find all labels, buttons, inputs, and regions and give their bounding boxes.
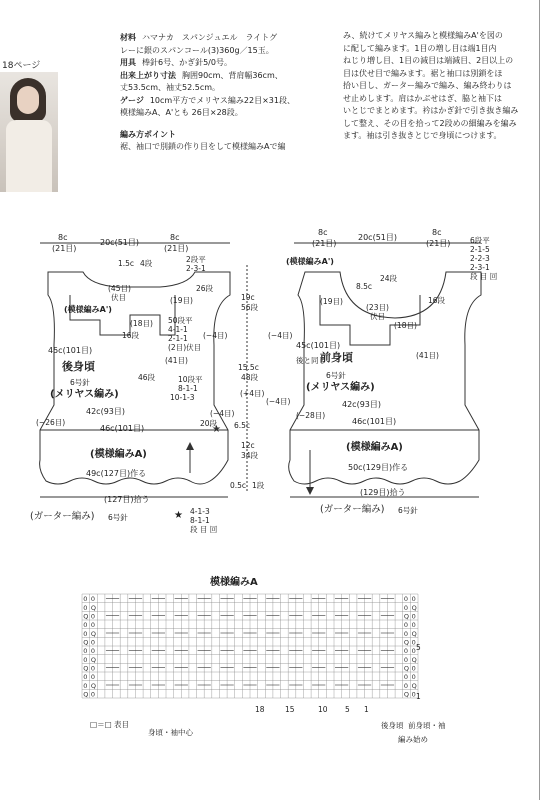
chart-edge-symbol: Q xyxy=(83,690,89,699)
front-top-right: 8c xyxy=(432,228,442,237)
back-neck-rows2: 4段 xyxy=(140,259,153,268)
chart-edge-symbol: 0 xyxy=(90,664,95,673)
back-dec-3: (2目)伏目 xyxy=(168,343,202,352)
back-top-mid: 20c(51目) xyxy=(100,238,139,247)
back-19-st: (19目) xyxy=(170,296,193,305)
front-pattern-a: (模様編みA) xyxy=(346,442,403,453)
chart-edge-symbol: 0 xyxy=(411,673,416,682)
chart-edge-symbol: 0 xyxy=(411,595,416,604)
chart-col-label: 10 xyxy=(318,705,328,714)
tools-value: 棒針6号、かぎ針5/0号。 xyxy=(142,58,232,67)
chart-edge-symbol: Q xyxy=(90,681,96,690)
star-mark: ★ xyxy=(212,424,221,435)
chart-edge-symbol: Q xyxy=(411,681,417,690)
chart-edge-symbol: 0 xyxy=(90,638,95,647)
back-top-left: 8c xyxy=(58,233,68,242)
chart-edge-symbol: Q xyxy=(83,638,89,647)
back-neck-rows: 1.5c xyxy=(118,259,135,268)
chart-edge-symbol: 0 xyxy=(403,629,409,638)
materials-block xyxy=(120,32,295,154)
pattern-chart-grid xyxy=(78,592,428,700)
back-top-left-st: (21目) xyxy=(52,244,77,253)
size-line1: 胸囲90cm、背肩幅36cm、 xyxy=(182,70,283,80)
center-1-row: 1段 xyxy=(252,481,265,490)
front-18-st: (18目) xyxy=(394,321,417,330)
chart-edge-symbol: 0 xyxy=(411,621,416,630)
chart-edge-symbol: Q xyxy=(90,629,96,638)
back-dec-2: 2-1-1 xyxy=(168,334,188,343)
garment-schematic xyxy=(0,225,540,525)
front-width-42: 42c(93目) xyxy=(342,400,381,409)
chart-edge-symbol: 0 xyxy=(83,603,88,612)
chart-col-label: 1 xyxy=(364,705,369,714)
chart-edge-symbol: Q xyxy=(403,690,410,699)
back-45-st: (45目) xyxy=(108,284,131,293)
chart-edge-symbol: 0 xyxy=(403,603,409,612)
chart-start-label: 編み始め xyxy=(398,735,428,744)
back-width-42: 42c(93目) xyxy=(86,407,125,416)
front-pattern-a-prime: (模様編みA') xyxy=(286,257,334,266)
back-41-st: (41目) xyxy=(165,356,188,365)
chart-edge-symbol: 0 xyxy=(83,655,88,664)
front-width-46: 46c(101目) xyxy=(352,417,397,426)
front-neck-rows4: 2-3-1 xyxy=(470,263,490,272)
back-top-right: 8c xyxy=(170,233,180,242)
chart-back-label: 後身頃 xyxy=(381,721,404,730)
back-width-127: (127目)拾う xyxy=(104,495,150,504)
gauge-label: ゲージ xyxy=(120,95,144,105)
chart-edge-symbol: 0 xyxy=(83,595,88,604)
back-stitch: (メリヤス編み) xyxy=(50,389,119,400)
points-line1: 裾、袖口で別鎖の作り目をして模様編みAで編 xyxy=(120,142,286,151)
chart-edge-symbol: 0 xyxy=(83,673,88,682)
chart-edge-symbol: 0 xyxy=(83,681,88,690)
center-19c: 19c xyxy=(241,293,255,302)
points-label: 編み方ポイント xyxy=(120,129,176,139)
front-16-rows: 16段 xyxy=(428,296,446,305)
chart-edge-symbol: 0 xyxy=(403,647,409,656)
front-neck-rows3: 2-2-3 xyxy=(470,254,490,263)
chart-front-label: 前身頃・袖 xyxy=(408,721,446,730)
back-width-45: 45c(101目) xyxy=(48,346,93,355)
back-inc-2: 8-1-1 xyxy=(178,384,198,393)
front-23-bind: 伏目 xyxy=(370,312,385,321)
gauge-line2: 模様編みA、A'とも 26目×28段。 xyxy=(120,108,243,117)
back-16-rows: 16段 xyxy=(122,331,140,340)
back-pattern-a-prime: (模様編みA') xyxy=(64,305,112,314)
back-width-46: 46c(101目) xyxy=(100,424,145,433)
instruction-line: に配して編みます。1目の増し目は端1目内 xyxy=(343,43,497,53)
materials-line2: レーに銀のスパンコール(3)360g／15玉。 xyxy=(120,45,274,55)
instruction-line: 目は伏せ目で編みます。裾と袖口は別鎖をほ xyxy=(343,68,503,78)
back-top-right-st: (21目) xyxy=(164,244,189,253)
instruction-line: いとじでまとめます。衿はかぎ針で引き抜き編み xyxy=(343,106,519,115)
chart-edge-symbol: Q xyxy=(90,655,96,664)
chart-col-label: 18 xyxy=(255,705,265,714)
front-width-50: 50c(129目)作る xyxy=(348,463,409,472)
page-reference: 18ページ xyxy=(2,61,41,71)
chart-row-label: 1 xyxy=(416,692,421,701)
center-48-rows: 48段 xyxy=(241,373,259,382)
front-41-st: (41目) xyxy=(416,351,439,360)
front-minus4b: (−4目) xyxy=(266,397,291,406)
chart-edge-symbol: Q xyxy=(411,655,417,664)
front-top-right-st: (21目) xyxy=(426,239,451,248)
chart-edge-symbol: 0 xyxy=(83,621,88,630)
instruction-line: ます。袖は引き抜きとじで身頃につけます。 xyxy=(343,131,502,140)
front-top-left: 8c xyxy=(318,228,328,237)
chart-col-label: 15 xyxy=(285,705,295,714)
instruction-line: せ止めします。肩はかぶせはぎ、脇と袖下は xyxy=(343,93,503,103)
front-title: 前身頃 xyxy=(320,351,353,364)
instructions-continued xyxy=(343,30,518,143)
chart-edge-symbol: Q xyxy=(411,629,417,638)
back-dec-50: 50段平 xyxy=(168,316,193,325)
front-neck-rows1: 6段平 xyxy=(470,236,490,245)
size-line2: 丈53.5cm、袖丈52.5cm。 xyxy=(120,83,221,92)
tools-label: 用具 xyxy=(120,58,136,67)
back-neck-dec2: 2-3-1 xyxy=(186,264,206,273)
chart-edge-symbol: 0 xyxy=(90,690,95,699)
chart-edge-symbol: 0 xyxy=(403,681,409,690)
front-garter: (ガーター編み) xyxy=(320,504,385,515)
chart-edge-symbol: 0 xyxy=(403,673,409,682)
page-edge xyxy=(539,0,550,800)
chart-edge-symbol: Q xyxy=(403,664,410,673)
back-46-rows: 46段 xyxy=(138,373,156,382)
chart-edge-symbol: 0 xyxy=(403,655,409,664)
materials-label: 材料 xyxy=(120,33,136,42)
chart-edge-symbol: 0 xyxy=(83,647,88,656)
chart-edge-symbol: 0 xyxy=(411,664,416,673)
back-26-rows: 26段 xyxy=(196,284,214,293)
instruction-line: して整え、その目を拾って2段めの細編みを編み xyxy=(343,118,517,128)
front-width-129: (129目)拾う xyxy=(360,488,406,497)
back-18-st: (18目) xyxy=(130,319,153,328)
back-minus4b: (−4目) xyxy=(210,409,235,418)
back-width-49: 49c(127目)作る xyxy=(86,469,147,478)
chart-edge-symbol: 0 xyxy=(411,690,416,699)
instruction-line: ねじり増し目、1目の減目は端減目、2目以上の xyxy=(343,56,514,65)
chart-col-label: 5 xyxy=(345,705,350,714)
chart-edge-symbol: Q xyxy=(90,603,96,612)
chart-edge-symbol: 0 xyxy=(90,673,95,682)
front-top-left-st: (21目) xyxy=(312,239,337,248)
front-neck-rows5: 段 目 回 xyxy=(470,272,498,281)
model-photo xyxy=(0,72,58,192)
center-6-5c: 6.5c xyxy=(234,421,251,430)
chart-edge-symbol: 0 xyxy=(90,595,95,604)
back-dec-1: 4-1-1 xyxy=(168,325,188,334)
front-same-as-back: 後と同じ xyxy=(296,356,326,365)
chart-edge-symbol: 0 xyxy=(411,638,416,647)
center-56-rows: 56段 xyxy=(241,303,259,312)
materials-line1: ハマナカ スパンジュエル ライトグ xyxy=(142,33,278,42)
front-minus28: (−28目) xyxy=(296,411,326,420)
front-23-st: (23目) xyxy=(366,303,389,312)
size-label: 出来上がり寸法 xyxy=(120,70,176,80)
gauge-line1: 10cm平方でメリヤス編み22目×31段、 xyxy=(149,95,295,105)
star-note-line3: 段 目 回 xyxy=(190,525,218,534)
front-neck-rows2: 2-1-5 xyxy=(470,245,490,254)
back-45-bind: 伏目 xyxy=(111,293,126,302)
back-minus26: (−26目) xyxy=(36,418,66,427)
front-stitch: (メリヤス編み) xyxy=(306,382,375,393)
back-garter-needle: 6号針 xyxy=(108,513,128,522)
instruction-line: み、続けてメリヤス編みと模様編みA'を図の xyxy=(343,31,503,40)
pattern-chart-title: 模様編みA xyxy=(210,577,258,588)
back-garter: (ガーター編み) xyxy=(30,511,95,522)
center-plus4: (+4目) xyxy=(240,389,265,398)
center-34-rows: 34段 xyxy=(241,451,259,460)
chart-edge-symbol: 0 xyxy=(90,647,95,656)
chart-edge-symbol: Q xyxy=(403,638,410,647)
chart-edge-symbol: Q xyxy=(83,664,89,673)
front-minus4: (−4目) xyxy=(268,331,293,340)
back-inc-3: 10-1-3 xyxy=(170,393,195,402)
front-top-mid: 20c(51目) xyxy=(358,233,397,242)
star-note-mark: ★ xyxy=(174,510,183,521)
back-needle: 6号針 xyxy=(70,378,90,387)
front-19-st: (19目) xyxy=(320,297,343,306)
star-note-line2: 8-1-1 xyxy=(190,516,210,525)
back-title: 後身頃 xyxy=(62,360,95,373)
star-note-line1: 4-1-3 xyxy=(190,507,210,516)
chart-edge-symbol: 0 xyxy=(90,621,95,630)
center-15-5c: 15.5c xyxy=(238,363,259,372)
chart-legend: □＝□ 表目 xyxy=(90,720,130,729)
front-width-45: 45c(101目) xyxy=(296,341,341,350)
back-20-rows: 20段 xyxy=(200,419,218,428)
chart-edge-symbol: Q xyxy=(83,612,89,621)
chart-edge-symbol: 0 xyxy=(411,647,416,656)
front-8-5c: 8.5c xyxy=(356,282,373,291)
chart-edge-symbol: 0 xyxy=(403,621,409,630)
front-needle: 6号針 xyxy=(326,371,346,380)
instruction-line: 拾い目し、ガーター編みで編み、編み終わりは xyxy=(343,81,512,90)
back-inc-1: 10段平 xyxy=(178,375,203,384)
front-arrow-head xyxy=(306,487,314,495)
back-neck-dec: 2段平 xyxy=(186,255,206,264)
back-pattern-a: (模様編みA) xyxy=(90,449,147,460)
center-12c: 12c xyxy=(241,441,255,450)
chart-row-label: 5 xyxy=(416,643,421,652)
center-0-5c: 0.5c xyxy=(230,481,247,490)
back-minus4: (−4目) xyxy=(203,331,228,340)
chart-edge-symbol: Q xyxy=(403,612,410,621)
chart-edge-symbol: 0 xyxy=(83,629,88,638)
chart-edge-symbol: 0 xyxy=(411,612,416,621)
front-24-rows: 24段 xyxy=(380,274,398,283)
front-garter-needle: 6号針 xyxy=(398,506,418,515)
chart-edge-symbol: 0 xyxy=(90,612,95,621)
back-arrow-head xyxy=(186,442,194,450)
chart-edge-symbol: Q xyxy=(411,603,417,612)
chart-edge-symbol: 0 xyxy=(403,595,409,604)
chart-center-label: 身頃・袖中心 xyxy=(148,728,193,737)
